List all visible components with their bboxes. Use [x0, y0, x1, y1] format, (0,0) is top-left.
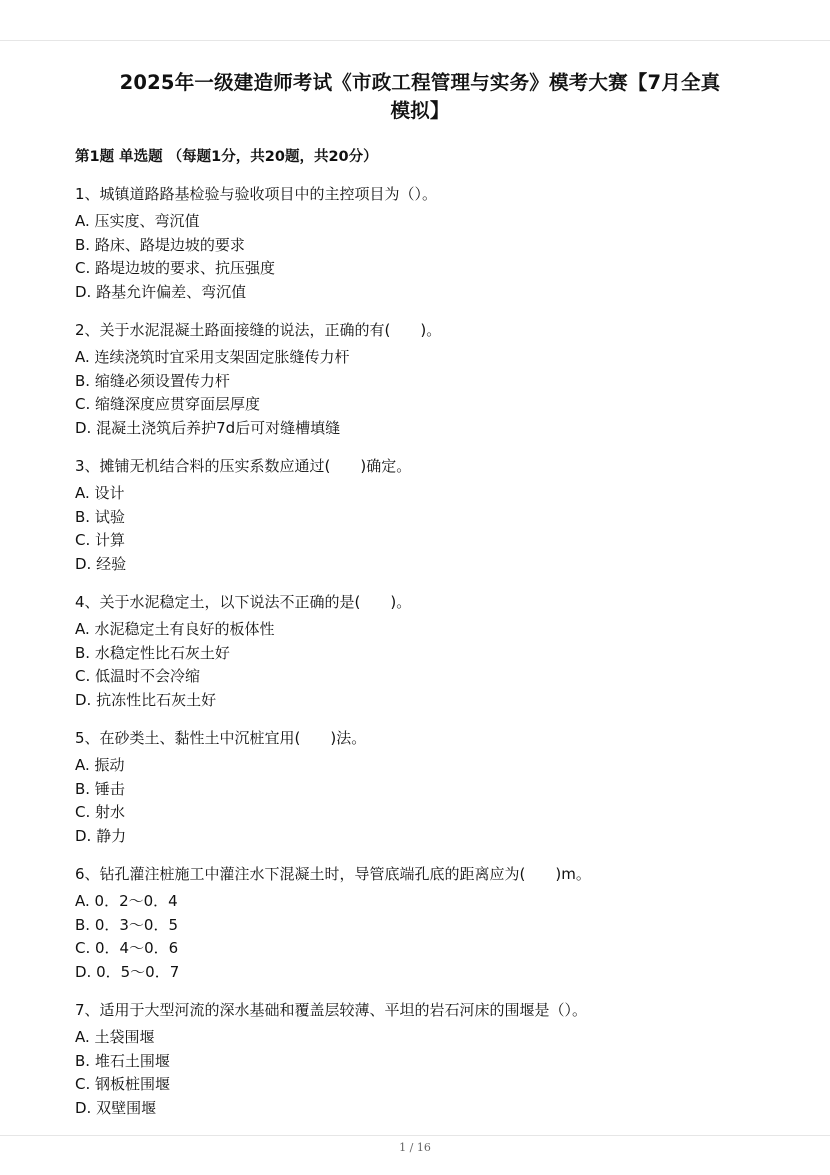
option-b: B. 0．3～0．5 [75, 915, 179, 934]
option-c: C. 缩缝深度应贯穿面层厚度 [75, 395, 261, 413]
option-a: A. 0．2～0．4 [75, 892, 178, 910]
option-b: B. 缩缝必须设置传力杆 [75, 371, 230, 390]
question-stem: 4、关于水泥稳定土，以下说法不正确的是( )。 [75, 593, 412, 611]
option-b: B. 路床、路堤边坡的要求 [75, 235, 245, 254]
document-title [75, 69, 765, 125]
document-title-line-2: 模拟】 [390, 99, 450, 122]
option-b: B. 试验 [75, 507, 125, 526]
option-a: A. 振动 [75, 756, 125, 774]
option-d: D. 抗冻性比石灰土好 [75, 690, 217, 709]
question-6 [75, 864, 765, 984]
question-7 [75, 1000, 765, 1120]
option-d: D. 路基允许偏差、弯沉值 [75, 282, 247, 301]
option-c: C. 路堤边坡的要求、抗压强度 [75, 259, 276, 277]
option-d: D. 双壁围堰 [75, 1098, 157, 1117]
question-3 [75, 456, 765, 576]
option-c: C. 计算 [75, 531, 126, 549]
option-c: C. 射水 [75, 803, 126, 821]
option-a: A. 连续浇筑时宜采用支架固定胀缝传力杆 [75, 348, 350, 366]
question-5 [75, 728, 765, 848]
page-number: 1 / 16 [399, 1141, 431, 1154]
option-c: C. 0．4～0．6 [75, 939, 179, 957]
option-b: B. 水稳定性比石灰土好 [75, 643, 230, 662]
question-stem: 5、在砂类土、黏性土中沉桩宜用( )法。 [75, 729, 367, 747]
question-stem: 3、摊铺无机结合料的压实系数应通过( )确定。 [75, 457, 412, 475]
option-c: C. 钢板桩围堰 [75, 1075, 171, 1093]
question-4 [75, 592, 765, 712]
option-d: D. 0．5～0．7 [75, 962, 180, 981]
document-title-line-1: 2025年一级建造师考试《市政工程管理与实务》模考大赛【7月全真 [119, 71, 721, 94]
option-a: A. 水泥稳定土有良好的板体性 [75, 620, 275, 638]
option-b: B. 锤击 [75, 779, 125, 798]
option-d: D. 混凝土浇筑后养护7d后可对缝槽填缝 [75, 418, 341, 437]
section-heading: 第1题 单选题 （每题1分，共20题，共20分） [75, 149, 378, 165]
option-d: D. 经验 [75, 554, 127, 573]
question-2 [75, 320, 765, 440]
question-stem: 6、钻孔灌注桩施工中灌注水下混凝土时，导管底端孔底的距离应为( )m。 [75, 865, 591, 883]
page-content [75, 69, 765, 1136]
option-a: A. 设计 [75, 484, 125, 502]
option-a: A. 土袋围堰 [75, 1028, 155, 1046]
question-stem: 7、适用于大型河流的深水基础和覆盖层较薄、平坦的岩石河床的围堰是（）。 [75, 1001, 588, 1019]
option-d: D. 静力 [75, 826, 127, 845]
option-a: A. 压实度、弯沉值 [75, 212, 200, 230]
question-stem: 2、关于水泥混凝土路面接缝的说法，正确的有( )。 [75, 321, 442, 339]
document-page [0, 40, 830, 1136]
option-c: C. 低温时不会冷缩 [75, 667, 201, 685]
option-b: B. 堆石土围堰 [75, 1051, 170, 1070]
question-stem: 1、城镇道路路基检验与验收项目中的主控项目为（）。 [75, 185, 438, 203]
question-1 [75, 184, 765, 304]
